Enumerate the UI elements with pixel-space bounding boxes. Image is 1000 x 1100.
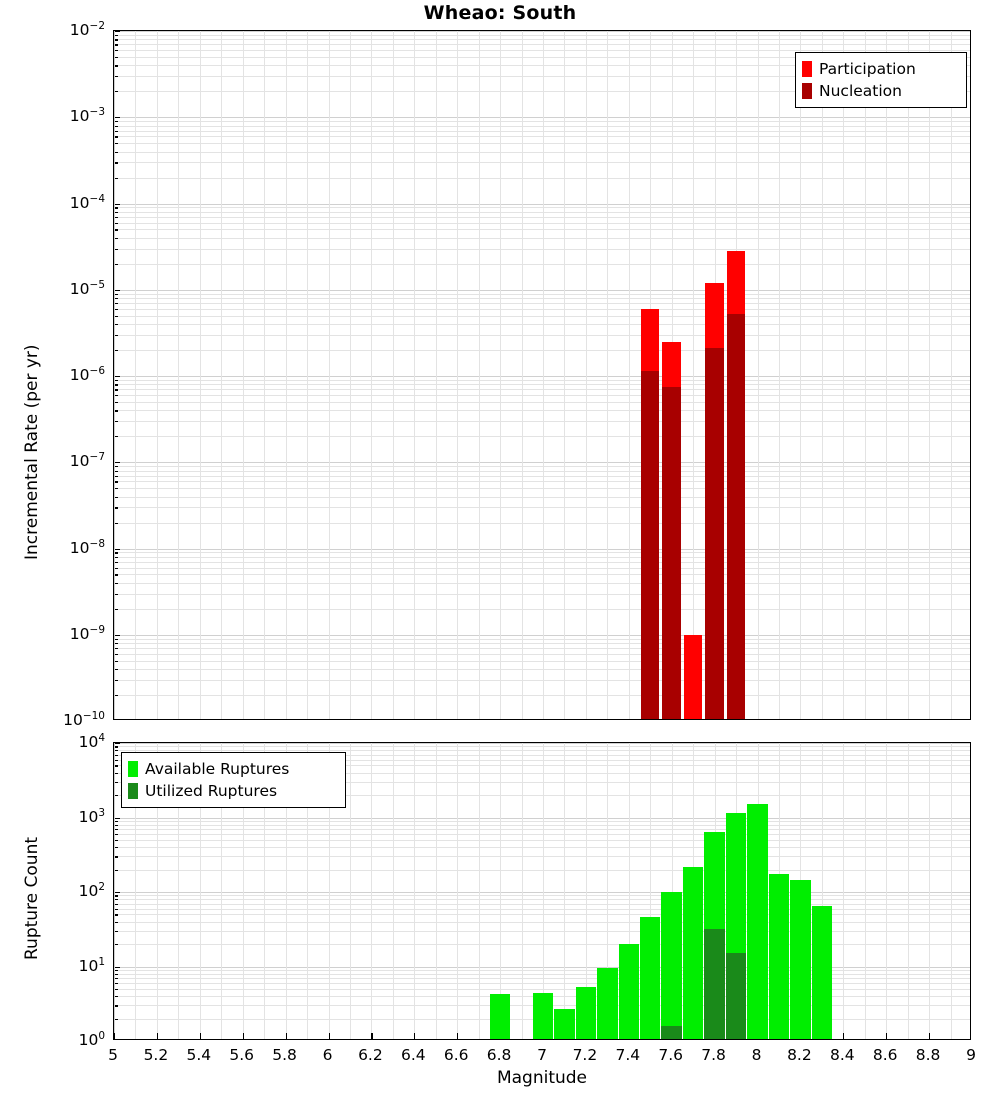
gridline xyxy=(886,31,887,719)
gridline xyxy=(951,31,952,719)
bar-utilized-ruptures xyxy=(661,1026,681,1040)
legend-item-label: Nucleation xyxy=(819,82,902,100)
x-axis-tick-label: 6.8 xyxy=(486,1046,512,1064)
legend-swatch-icon xyxy=(802,83,812,99)
gridline xyxy=(929,743,930,1039)
gridline xyxy=(371,743,372,1039)
gridline xyxy=(457,743,458,1039)
gridline xyxy=(865,31,866,719)
bar-available-ruptures xyxy=(661,892,681,1040)
x-axis-tick xyxy=(929,1033,930,1039)
x-axis-tick-label: 5.2 xyxy=(143,1046,169,1064)
gridline xyxy=(286,31,287,719)
bar-available-ruptures xyxy=(597,968,617,1040)
bar-available-ruptures xyxy=(490,994,510,1040)
y-axis-title-bottom: Rupture Count xyxy=(22,836,42,960)
gridline xyxy=(779,31,780,719)
gridline xyxy=(564,31,565,719)
gridline xyxy=(200,31,201,719)
gridline xyxy=(843,31,844,719)
x-axis-tick-label: 5.8 xyxy=(272,1046,297,1064)
gridline xyxy=(307,31,308,719)
bar-nucleation xyxy=(727,314,745,720)
gridline xyxy=(114,743,115,1039)
gridline xyxy=(886,743,887,1039)
bar-available-ruptures xyxy=(683,867,703,1040)
gridline xyxy=(393,743,394,1039)
x-axis-tick-label: 7.8 xyxy=(701,1046,726,1064)
x-axis-tick xyxy=(200,1033,201,1039)
gridline xyxy=(822,31,823,719)
legend-swatch-icon xyxy=(802,61,812,77)
x-axis-tick xyxy=(886,1033,887,1039)
bar-nucleation xyxy=(705,348,723,720)
bar-available-ruptures xyxy=(554,1009,574,1040)
x-axis-tick xyxy=(243,1033,244,1039)
bar-available-ruptures xyxy=(790,880,810,1040)
y-axis-tick-label: $10^{-10}$ xyxy=(63,709,105,729)
y-axis-tick-label: $10^0$ xyxy=(78,1029,105,1049)
x-axis-tick-label: 8.6 xyxy=(872,1046,898,1064)
y-axis-tick-label: $10^{-7}$ xyxy=(69,451,105,471)
x-axis-tick-label: 5.6 xyxy=(229,1046,255,1064)
gridline xyxy=(479,743,480,1039)
gridline xyxy=(178,31,179,719)
y-axis-tick-label: $10^{-2}$ xyxy=(69,19,105,39)
gridline xyxy=(479,31,480,719)
y-axis-tick-label: $10^{-4}$ xyxy=(69,192,105,212)
gridline xyxy=(607,31,608,719)
gridline xyxy=(543,31,544,719)
gridline xyxy=(522,743,523,1039)
incremental-rate-chart xyxy=(113,30,971,720)
gridline xyxy=(500,31,501,719)
gridline xyxy=(414,31,415,719)
legend-swatch-icon xyxy=(128,783,138,799)
x-axis-tick-label: 7.2 xyxy=(572,1046,598,1064)
legend-bottom xyxy=(121,752,346,808)
gridline xyxy=(414,743,415,1039)
gridline xyxy=(951,743,952,1039)
bar-utilized-ruptures xyxy=(726,953,746,1040)
gridline xyxy=(693,31,694,719)
gridline xyxy=(135,31,136,719)
bar-available-ruptures xyxy=(533,993,553,1040)
x-axis-tick xyxy=(371,1033,372,1039)
gridline xyxy=(908,31,909,719)
bar-available-ruptures xyxy=(769,874,789,1040)
y-axis-tick-label: $10^3$ xyxy=(78,806,105,826)
x-axis-tick-label: 7.4 xyxy=(615,1046,641,1064)
gridline xyxy=(114,31,115,719)
gridline xyxy=(629,31,630,719)
x-axis-tick-label: 8 xyxy=(751,1046,762,1064)
bar-available-ruptures xyxy=(747,804,767,1040)
gridline xyxy=(436,743,437,1039)
gridline xyxy=(157,31,158,719)
x-axis-tick xyxy=(329,1033,330,1039)
gridline xyxy=(586,31,587,719)
x-axis-tick-label: 5.4 xyxy=(186,1046,212,1064)
x-axis-tick-label: 6 xyxy=(322,1046,333,1064)
x-axis-tick xyxy=(286,1033,287,1039)
legend-item-label: Utilized Ruptures xyxy=(145,782,278,800)
x-axis-tick-label: 6.6 xyxy=(443,1046,469,1064)
legend-top xyxy=(795,52,967,108)
y-axis-tick-label: $10^{-3}$ xyxy=(69,106,105,126)
gridline xyxy=(843,743,844,1039)
legend-item xyxy=(802,58,959,80)
gridline xyxy=(436,31,437,719)
x-axis-tick xyxy=(414,1033,415,1039)
x-axis-tick-label: 6.4 xyxy=(400,1046,426,1064)
x-axis-tick-label: 9 xyxy=(966,1046,976,1064)
x-axis-tick xyxy=(114,1033,115,1039)
gridline xyxy=(522,31,523,719)
bar-available-ruptures xyxy=(812,906,832,1040)
y-axis-tick-label: $10^4$ xyxy=(78,731,105,751)
gridline xyxy=(908,743,909,1039)
gridline xyxy=(865,743,866,1039)
x-axis-tick-label: 8.4 xyxy=(829,1046,855,1064)
gridline xyxy=(457,31,458,719)
bar-participation xyxy=(684,635,702,720)
bar-nucleation xyxy=(641,371,659,720)
x-axis-tick-label: 6.2 xyxy=(358,1046,383,1064)
y-axis-title-top: Incremental Rate (per yr) xyxy=(22,344,42,560)
bar-nucleation xyxy=(662,387,680,720)
x-axis-tick xyxy=(457,1033,458,1039)
legend-item xyxy=(128,758,338,780)
gridline xyxy=(800,31,801,719)
legend-item xyxy=(128,780,338,802)
gridline xyxy=(243,31,244,719)
gridline xyxy=(221,31,222,719)
y-axis-tick-label: $10^1$ xyxy=(78,955,105,975)
bar-utilized-ruptures xyxy=(704,929,724,1040)
gridline xyxy=(564,743,565,1039)
y-axis-tick-label: $10^{-9}$ xyxy=(69,623,105,643)
gridline xyxy=(371,31,372,719)
bar-available-ruptures xyxy=(576,987,596,1040)
gridline xyxy=(264,31,265,719)
gridline xyxy=(393,31,394,719)
gridline xyxy=(929,31,930,719)
gridline xyxy=(758,31,759,719)
bar-available-ruptures xyxy=(619,944,639,1040)
y-axis-tick-label: $10^{-5}$ xyxy=(69,278,105,298)
y-axis-tick-label: $10^2$ xyxy=(78,880,105,900)
gridline xyxy=(350,31,351,719)
x-axis-tick-label: 5 xyxy=(108,1046,118,1064)
x-axis-title: Magnitude xyxy=(496,1068,588,1088)
x-axis-tick xyxy=(157,1033,158,1039)
y-axis-tick-label: $10^{-8}$ xyxy=(69,537,105,557)
bar-available-ruptures xyxy=(640,917,660,1040)
gridline xyxy=(329,31,330,719)
legend-item xyxy=(802,80,959,102)
x-axis-tick xyxy=(843,1033,844,1039)
x-axis-tick-label: 7.6 xyxy=(658,1046,684,1064)
x-axis-tick-label: 8.2 xyxy=(787,1046,812,1064)
legend-swatch-icon xyxy=(128,761,138,777)
y-axis-tick-label: $10^{-6}$ xyxy=(69,364,105,384)
x-axis-tick-label: 7 xyxy=(537,1046,547,1064)
legend-item-label: Available Ruptures xyxy=(145,760,290,778)
legend-item-label: Participation xyxy=(819,60,916,78)
x-axis-tick-label: 8.8 xyxy=(915,1046,941,1064)
gridline xyxy=(350,743,351,1039)
page-title: Wheao: South xyxy=(423,2,577,24)
